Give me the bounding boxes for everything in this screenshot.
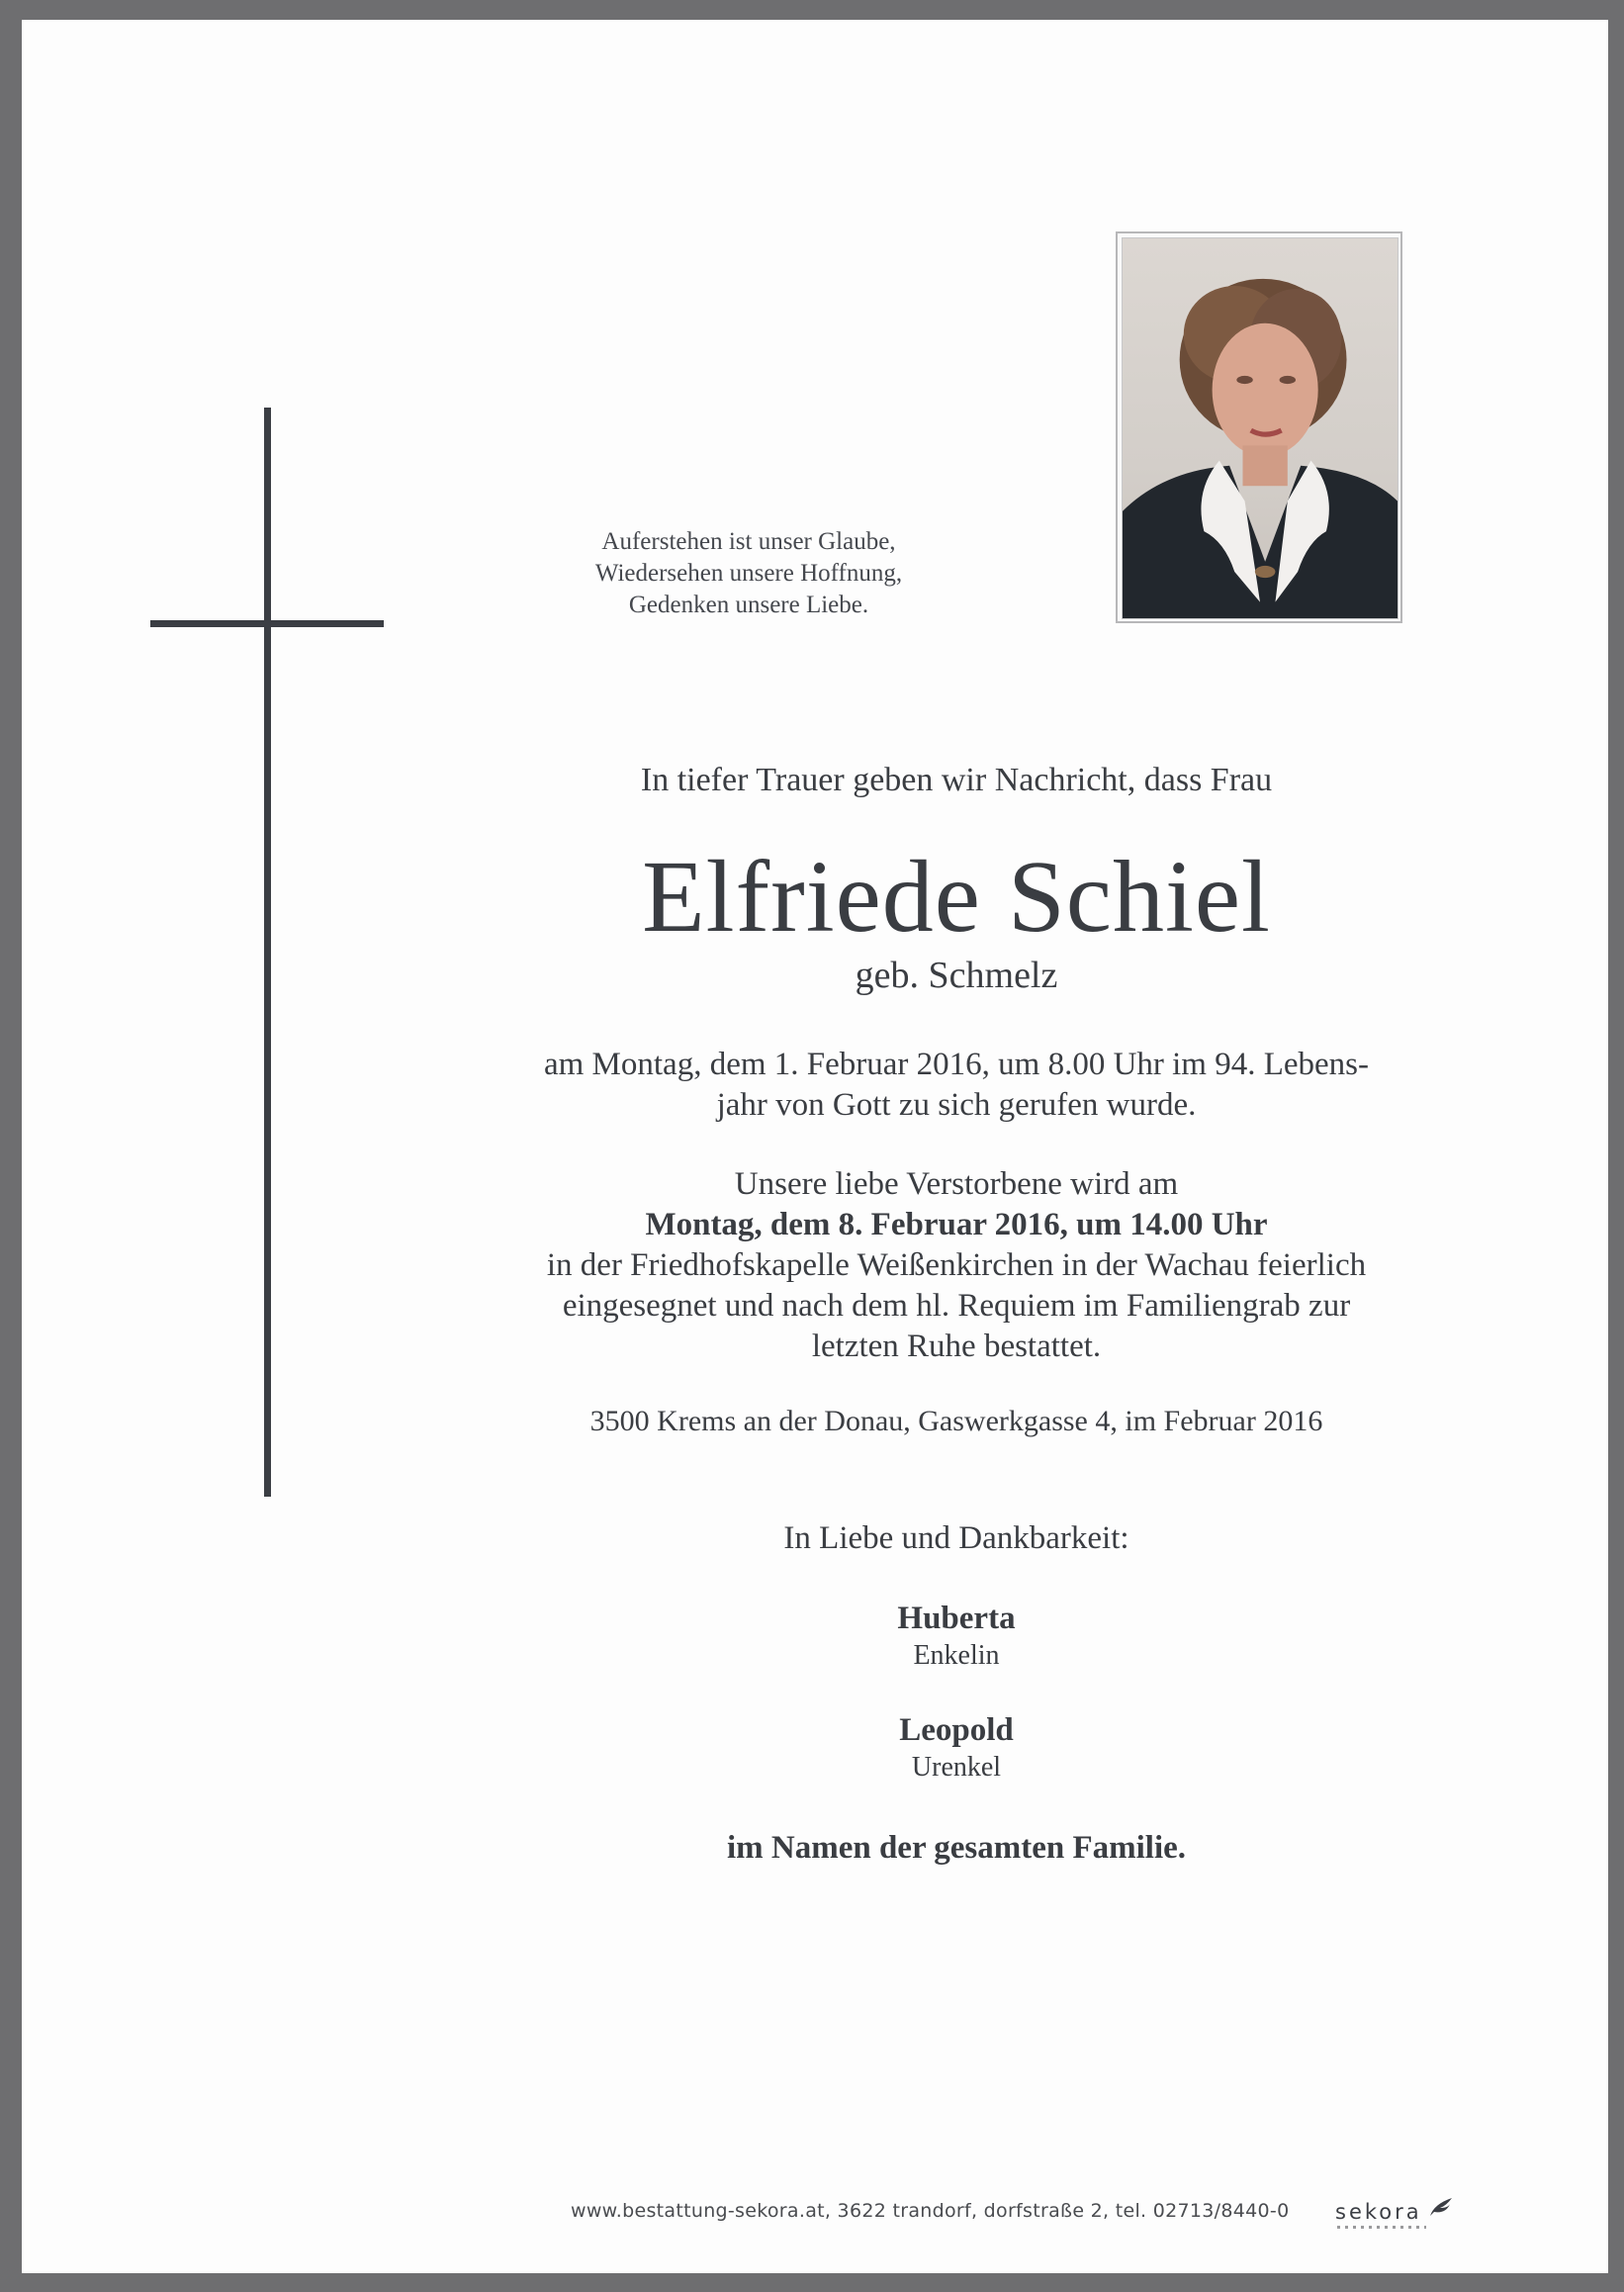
funeral-line: letzten Ruhe bestattet. bbox=[811, 1329, 1102, 1364]
logo-text: sekora bbox=[1335, 2200, 1422, 2224]
mourner-relation: Enkelin bbox=[913, 1640, 1000, 1671]
footer-contact: www.bestattung-sekora.at, 3622 trandorf, dorfstraße 2, tel. 02713/8440-0 bbox=[571, 2200, 1290, 2222]
motto-line: Auferstehen ist unser Glaube, bbox=[601, 528, 896, 555]
mourner-entry bbox=[437, 1711, 1476, 1787]
thanks-heading: In Liebe und Dankbarkeit: bbox=[783, 1520, 1129, 1556]
death-notice bbox=[437, 1045, 1476, 1126]
cross-vertical-bar bbox=[264, 408, 271, 1497]
intro-text: In tiefer Trauer geben wir Nachricht, dass Frau bbox=[640, 762, 1273, 798]
portrait-photo bbox=[1122, 237, 1398, 619]
mourner-name: Leopold bbox=[899, 1712, 1014, 1748]
portrait-image bbox=[1123, 238, 1398, 618]
mourner-entry bbox=[437, 1600, 1476, 1675]
portrait-frame bbox=[1116, 231, 1402, 623]
mourner-relation: Urenkel bbox=[911, 1752, 1002, 1783]
funeral-date: Montag, dem 8. Februar 2016, um 14.00 Uhr bbox=[645, 1207, 1268, 1242]
obituary-sheet bbox=[22, 20, 1608, 2273]
funeral-line: in der Friedhofskapelle Weißenkirchen in der Wachau feierlich bbox=[546, 1247, 1367, 1283]
funeral-notice bbox=[437, 1164, 1476, 1367]
address-line: 3500 Krems an der Donau, Gaswerkgasse 4, im Februar 2016 bbox=[589, 1405, 1323, 1437]
death-notice-line: am Montag, dem 1. Februar 2016, um 8.00 Uhr im 94. Lebens- bbox=[543, 1047, 1370, 1082]
maiden-name: geb. Schmelz bbox=[855, 955, 1058, 996]
deceased-name: Elfriede Schiel bbox=[642, 840, 1271, 954]
funeral-line: eingesegnet und nach dem hl. Requiem im Familiengrab zur bbox=[562, 1288, 1351, 1324]
motto-line: Wiedersehen unsere Hoffnung, bbox=[594, 560, 903, 587]
funeral-line: Unsere liebe Verstorbene wird am bbox=[734, 1166, 1179, 1202]
death-notice-line: jahr von Gott zu sich gerufen wurde. bbox=[716, 1087, 1197, 1123]
leaf-icon bbox=[1428, 2196, 1454, 2218]
mourner-name: Huberta bbox=[897, 1601, 1016, 1636]
cross-horizontal-bar bbox=[150, 620, 384, 627]
closing-line: im Namen der gesamten Familie. bbox=[726, 1830, 1187, 1866]
sekora-logo bbox=[1335, 2196, 1454, 2236]
logo-subline bbox=[1337, 2226, 1426, 2229]
motto bbox=[477, 526, 1021, 621]
motto-line: Gedenken unsere Liebe. bbox=[628, 592, 869, 618]
